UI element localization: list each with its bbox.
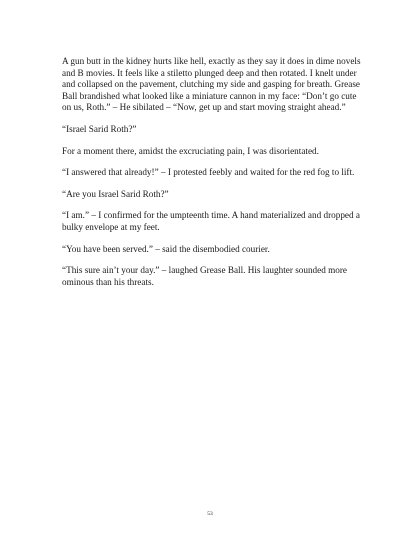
paragraph-7: “You have been served.” – said the disembodied courier. bbox=[62, 243, 270, 254]
paragraph-8: “This sure ain’t your day.” – laughed Grease Ball. His laughter sounded more ominous than his threats. bbox=[62, 265, 347, 287]
paragraph-4: “I answered that already!” – I protested feebly and waited for the red fog to lift. bbox=[62, 167, 355, 178]
paragraph-6: “I am.” – I confirmed for the umpteenth time. A hand materialized and dropped a bulky envelope at my feet. bbox=[62, 210, 360, 232]
page-number: 53 bbox=[207, 511, 213, 517]
paragraph-2: “Israel Sarid Roth?” bbox=[62, 123, 137, 134]
paragraph-1: A gun butt in the kidney hurts like hell, exactly as they say it does in dime novels and B movies. It feels like a stiletto plunged deep and then rotated. I knelt under and collapsed on the pavement, clutching my side and gasping for breath. Grease Ball brandished what looked like a miniature cannon in my face: “Don’t go cute on us, Roth.” – He sibilated – “Now, get up and start moving straight ahead.” bbox=[62, 56, 361, 113]
paragraph-3: For a moment there, amidst the excruciating pain, I was disorientated. bbox=[62, 145, 319, 156]
body-text bbox=[62, 56, 362, 298]
paragraph-5: “Are you Israel Sarid Roth?” bbox=[62, 188, 169, 199]
